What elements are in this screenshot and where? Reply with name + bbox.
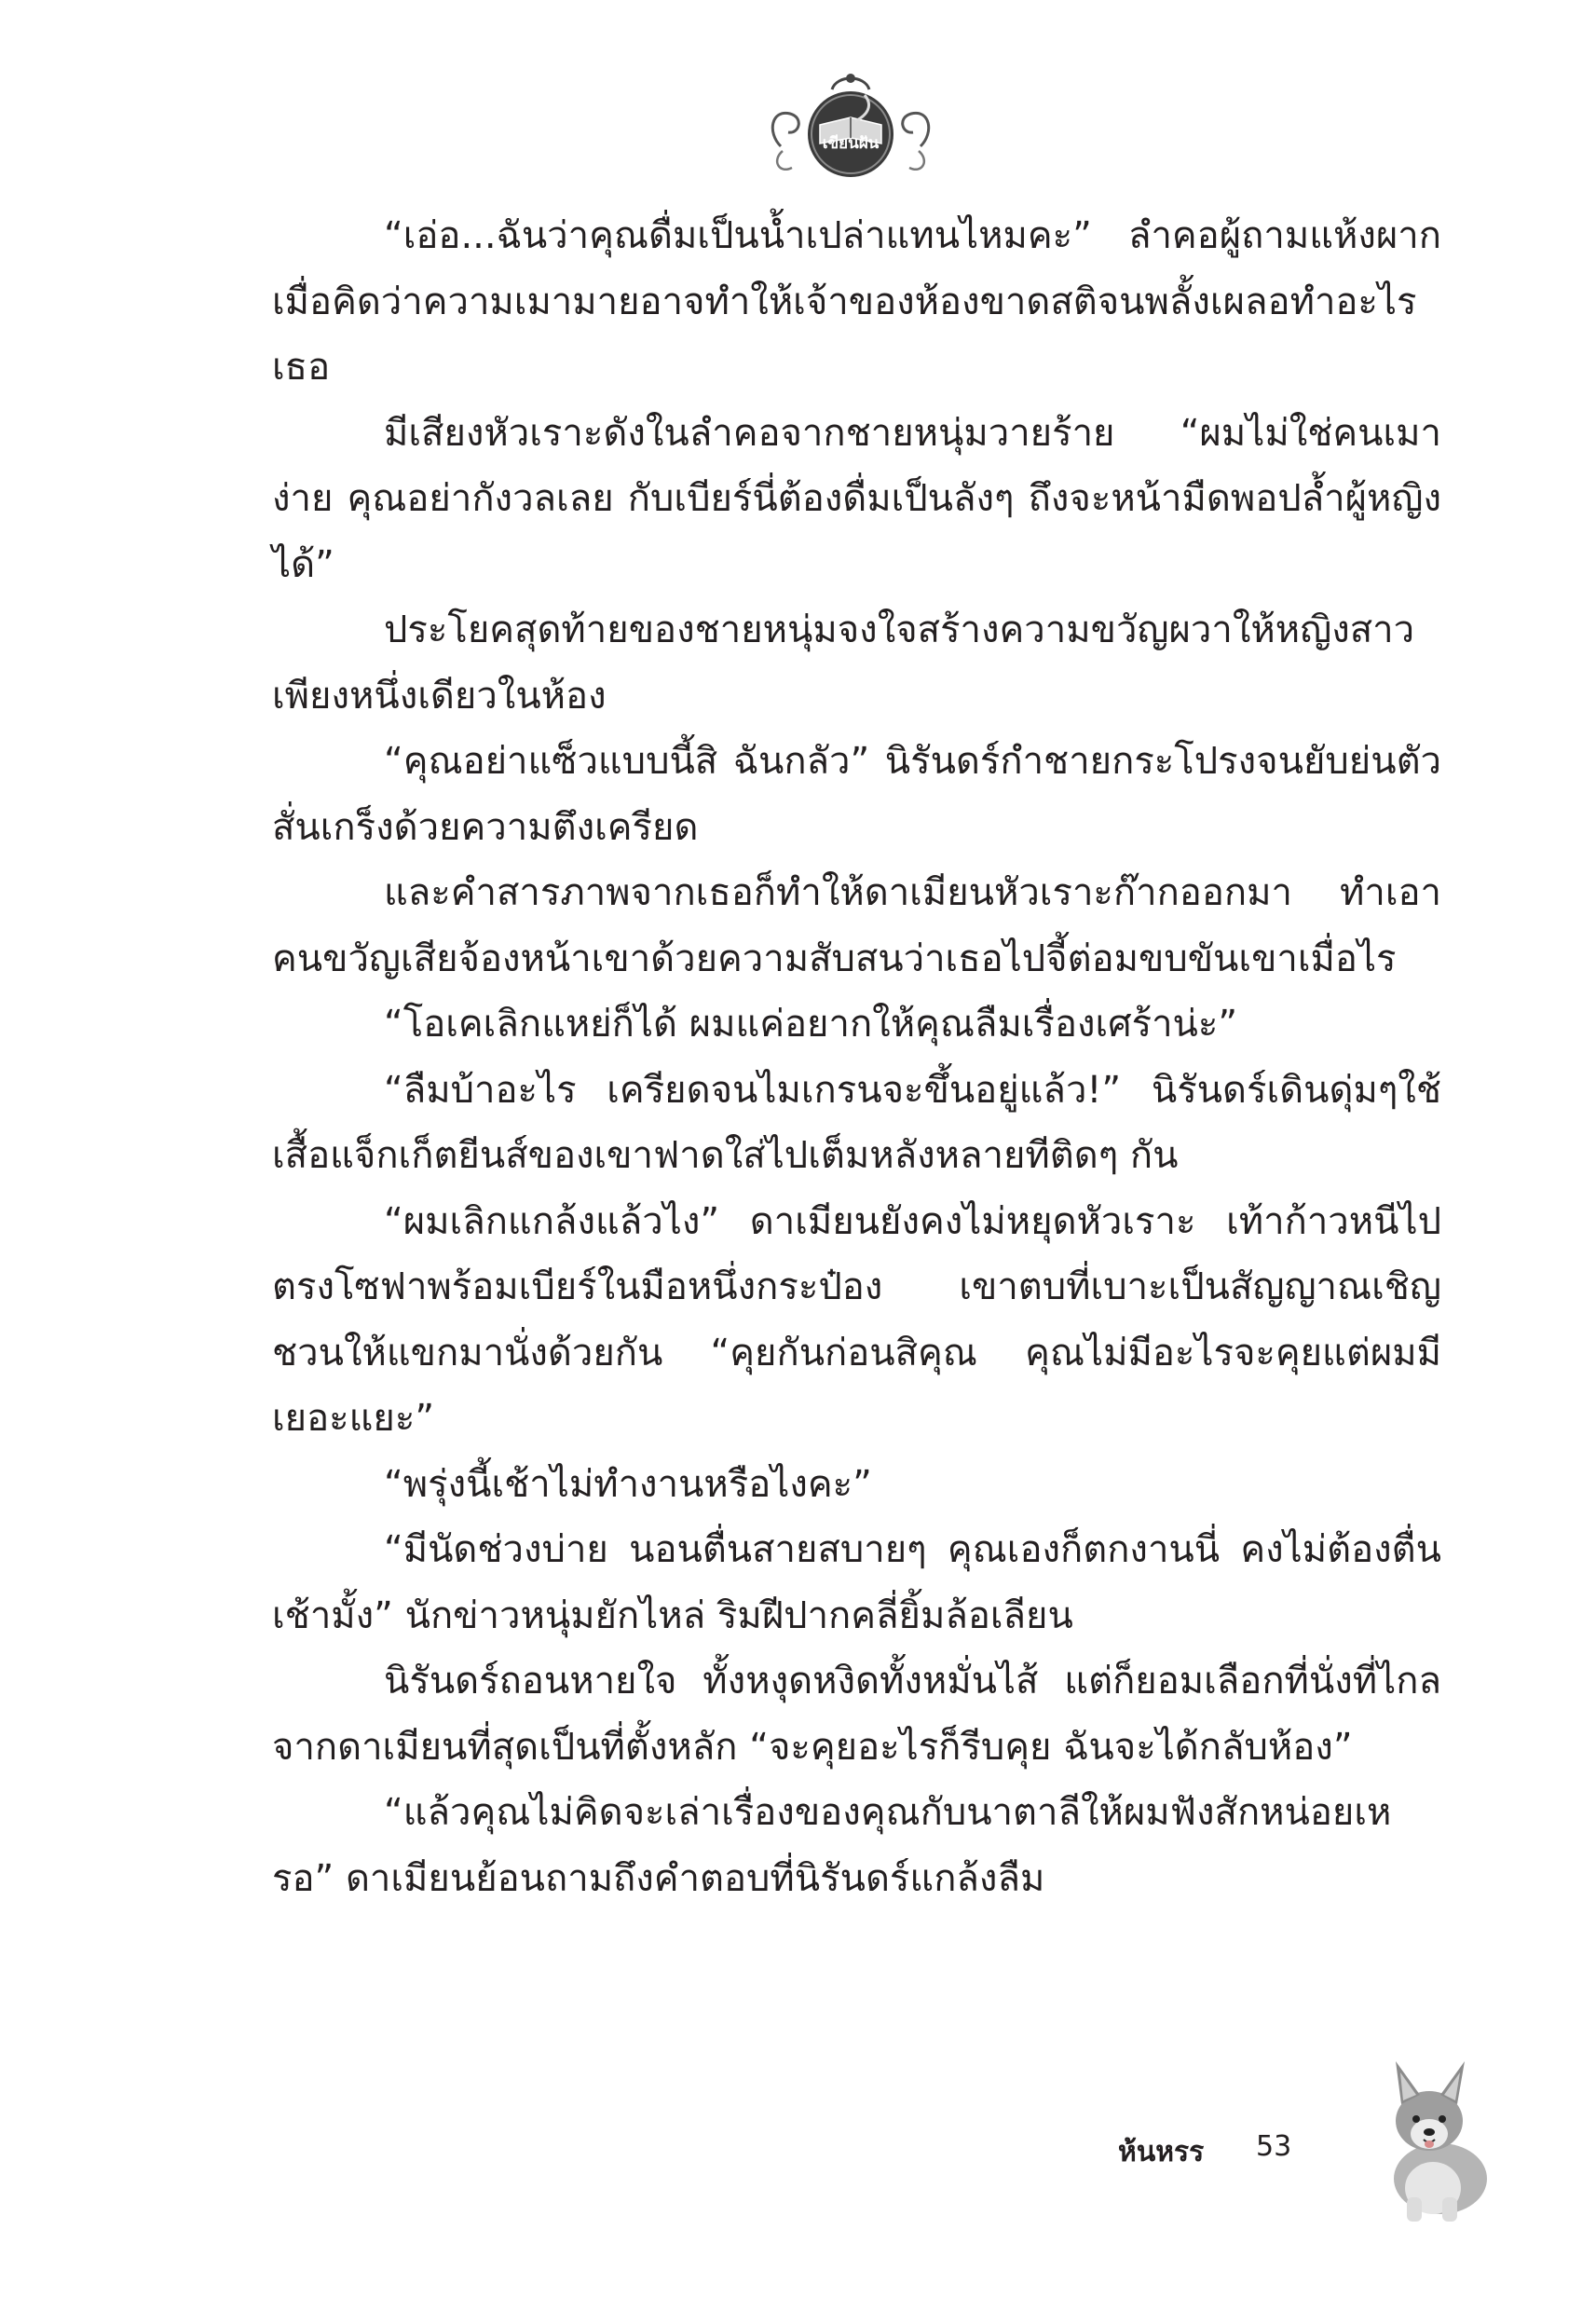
paragraph: และคำสารภาพจากเธอก็ทำให้ดาเมียนหัวเราะก๊ากออกมา ทำเอาคนขวัญเสียจ้องหน้าเขาด้วยความสับสนว่าเธอไปจี้ต่อมขบขันเขาเมื่อไร xyxy=(272,871,1441,980)
paragraph: “เอ่อ...ฉันว่าคุณดื่มเป็นน้ำเปล่าแทนไหมคะ” ลำคอผู้ถามแห้งผากเมื่อคิดว่าความเมามายอาจทำให้เจ้าของห้องขาดสติจนพลั้งเผลอทำอะไรเธอ xyxy=(272,214,1441,389)
paragraph: “พรุ่งนี้เช้าไม่ทำงานหรือไงคะ” xyxy=(384,1462,872,1506)
paragraph: “ลืมบ้าอะไร เครียดจนไมเกรนจะขึ้นอยู่แล้ว!” นิรันดร์เดินดุ่มๆใช้เสื้อแจ็กเก็ตยีนส์ของเขาฟาดใส่ไปเต็มหลังหลายทีติดๆ กัน xyxy=(272,1068,1441,1177)
paragraph: “มีนัดช่วงบ่าย นอนตื่นสายสบายๆ คุณเองก็ตกงานนี่ คงไม่ต้องตื่นเช้ามั้ง” นักข่าวหนุ่มยักไหล่ ริมฝีปากคลี่ยิ้มล้อเลียน xyxy=(272,1528,1441,1637)
paragraph: “คุณอย่าแซ็วแบบนี้สิ ฉันกลัว” นิรันดร์กำชายกระโปรงจนยับย่นตัวสั่นเกร็งด้วยความตึงเครียด xyxy=(272,740,1441,849)
paragraph: นิรันดร์ถอนหายใจ ทั้งหงุดหงิดทั้งหมั่นไส้ แต่ก็ยอมเลือกที่นั่งที่ไกลจากดาเมียนที่สุดเป็นที่ตั้งหลัก “จะคุยอะไรก็รีบคุย ฉันจะได้กลับห้อง” xyxy=(272,1660,1441,1769)
paragraph: “แล้วคุณไม่คิดจะเล่าเรื่องของคุณกับนาตาลีให้ผมฟังสักหน่อยเหรอ” ดาเมียนย้อนถามถึงคำตอบที่นิรันดร์แกล้งลืม xyxy=(272,1791,1392,1900)
body-text xyxy=(272,203,1441,1911)
emblem-text: เขียนฝัน xyxy=(822,134,880,153)
corgi-mascot xyxy=(1368,2048,1506,2225)
paragraph: มีเสียงหัวเราะดังในลำคอจากชายหนุ่มวายร้าย “ผมไม่ใช่คนเมาง่าย คุณอย่ากังวลเลย กับเบียร์นี่ต้องดื่มเป็นลังๆ ถึงจะหน้ามืดพอปล้ำผู้หญิงได้” xyxy=(272,411,1441,586)
corgi-dog-icon xyxy=(1368,2048,1506,2225)
paragraph: “โอเคเลิกแหย่ก็ได้ ผมแค่อยากให้คุณลืมเรื่องเศร้าน่ะ” xyxy=(384,1003,1238,1046)
page-number: 53 xyxy=(1256,2130,1292,2163)
ornamental-book-emblem-icon xyxy=(762,58,939,188)
paragraph: “ผมเลิกแกล้งแล้วไง” ดาเมียนยังคงไม่หยุดหัวเราะ เท้าก้าวหนีไปตรงโซฟาพร้อมเบียร์ในมือหนึ่งกระป๋อง เขาตบที่เบาะเป็นสัญญาณเชิญชวนให้แขกมานั่งด้วยกัน “คุยกันก่อนสิคุณ คุณไม่มีอะไรจะคุยแต่ผมมีเยอะแยะ” xyxy=(272,1199,1441,1440)
header-emblem xyxy=(762,58,939,188)
book-title: ห้นหรร xyxy=(1118,2136,1205,2168)
paragraph: ประโยคสุดท้ายของชายหนุ่มจงใจสร้างความขวัญผวาให้หญิงสาวเพียงหนึ่งเดียวในห้อง xyxy=(272,609,1415,718)
